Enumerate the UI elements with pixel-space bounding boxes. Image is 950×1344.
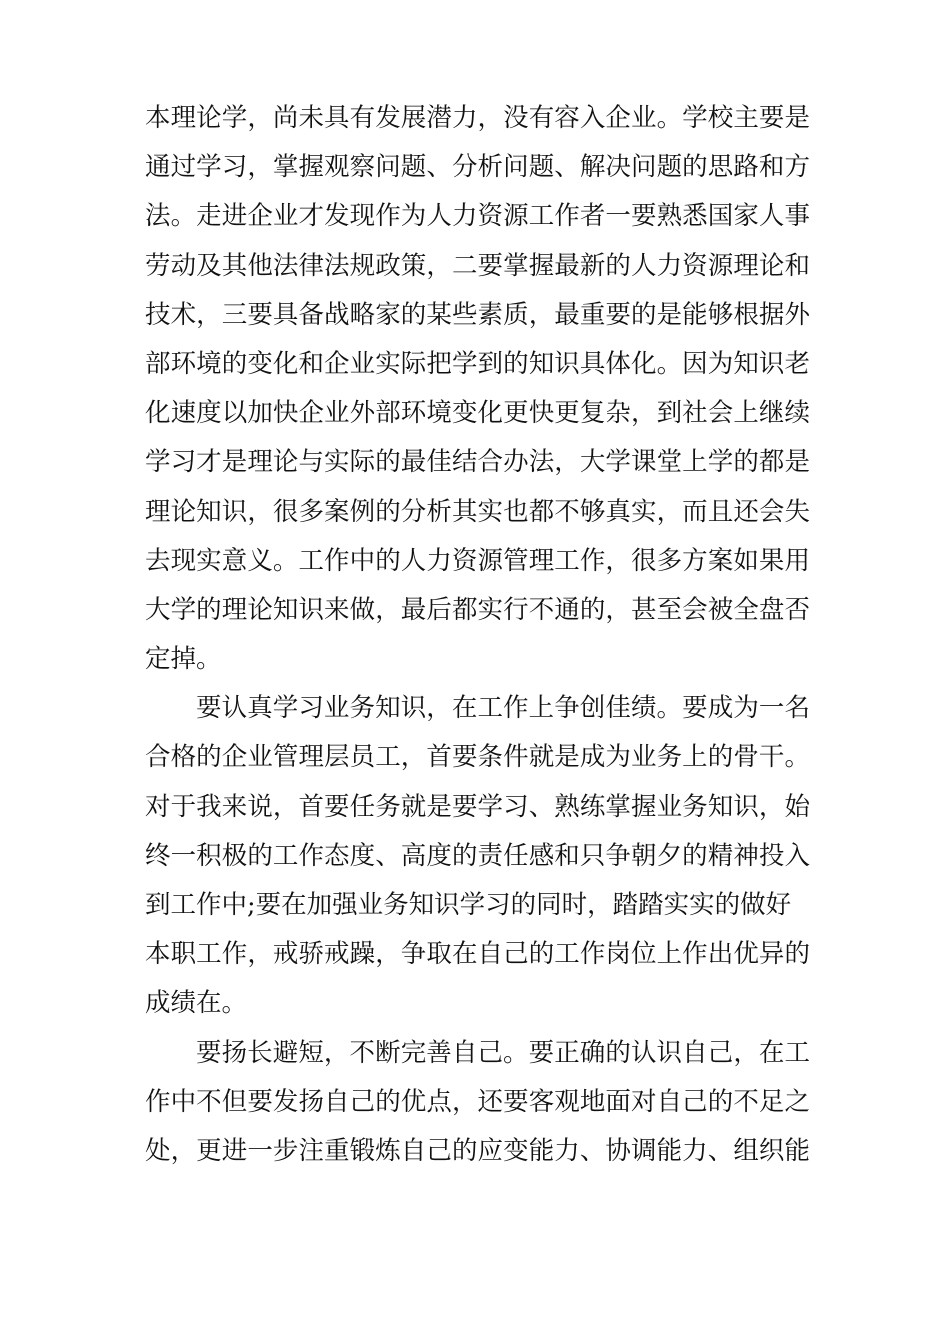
paragraph-line: 本理论学，尚未具有发展潜力，没有容入企业。学校主要是 — [145, 103, 810, 133]
paragraph-line: 作中不但要发扬自己的优点，还要客观地面对自己的不足之 — [145, 1086, 810, 1117]
paragraph-line: 成绩在。 — [145, 988, 248, 1019]
paragraph-line: 法。走进企业才发现作为人力资源工作者一要熟悉国家人事 — [145, 201, 810, 232]
document-body — [145, 94, 810, 1176]
paragraph-line: 学习才是理论与实际的最佳结合办法，大学课堂上学的都是 — [145, 447, 810, 478]
paragraph-line: 处，更进一步注重锻炼自己的应变能力、协调能力、组织能 — [145, 1135, 810, 1166]
paragraph-line: 劳动及其他法律法规政策，二要掌握最新的人力资源理论和 — [145, 250, 810, 281]
paragraph-line: 对于我来说，首要任务就是要学习、熟练掌握业务知识，始 — [145, 791, 810, 822]
paragraph-line: 技术，三要具备战略家的某些素质，最重要的是能够根据外 — [145, 299, 810, 330]
paragraph-line: 理论知识，很多案例的分析其实也都不够真实，而且还会失 — [145, 496, 810, 527]
paragraph-3 — [145, 1029, 810, 1177]
paragraph-line: 化速度以加快企业外部环境变化更快更复杂，到社会上继续 — [145, 398, 810, 429]
paragraph-line: 要扬长避短，不断完善自己。要正确的认识自己，在工 — [196, 1037, 810, 1068]
paragraph-line: 到工作中;要在加强业务知识学习的同时，踏踏实实的做好 — [145, 890, 792, 920]
paragraph-2 — [145, 684, 810, 1028]
paragraph-line: 要认真学习业务知识，在工作上争创佳绩。要成为一名 — [196, 693, 810, 724]
paragraph-line: 本职工作，戒骄戒躁，争取在自己的工作岗位上作出优异的 — [145, 939, 810, 970]
paragraph-line: 通过学习，掌握观察问题、分析问题、解决问题的思路和方 — [145, 152, 810, 183]
paragraph-line: 终一积极的工作态度、高度的责任感和只争朝夕的精神投入 — [145, 840, 810, 871]
paragraph-line: 去现实意义。工作中的人力资源管理工作，很多方案如果用 — [145, 545, 810, 576]
paragraph-line: 部环境的变化和企业实际把学到的知识具体化。因为知识老 — [145, 348, 810, 379]
paragraph-line: 合格的企业管理层员工，首要条件就是成为业务上的骨干。 — [145, 742, 810, 773]
paragraph-line: 定掉。 — [145, 644, 222, 675]
paragraph-line: 大学的理论知识来做，最后都实行不通的，甚至会被全盘否 — [145, 594, 810, 625]
paragraph-1 — [145, 94, 810, 684]
